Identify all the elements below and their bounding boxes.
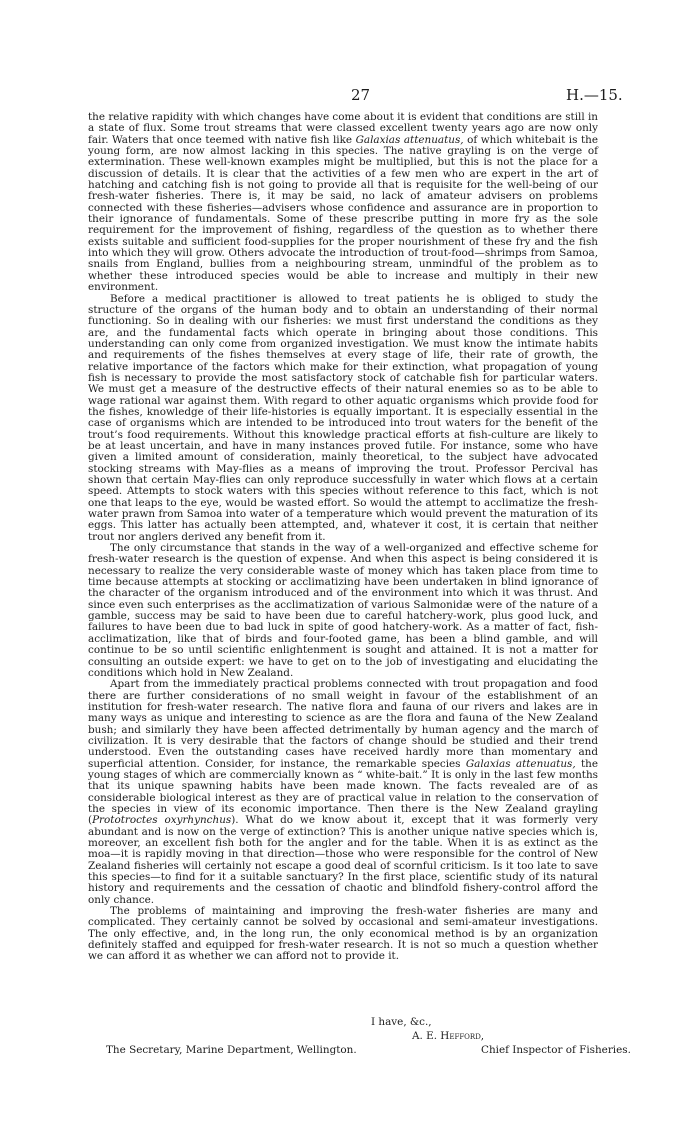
text-run: The problems of maintaining and improving the fresh-water fisheries are many and complicated. They certainly cannot be solved by occasional and semi-amateur investigations. The only effective, and, in the long run, the only economical method is by an organization definitely staffed and equipped for fresh-water research. It is not so much a question whether we can afford it as whether we can afford not to provide it. bbox=[88, 905, 598, 963]
text-run: The only circumstance that stands in the way of a well-organized and effective scheme for fresh-water research is the question of expense. And when this aspect is being considered it is necessary to realize the very considerable waste of money which has taken place from time to time because attempts at stocking or acclimatizing have been undertaken in blind ignorance of the character of the organism introduced and of the environment into which it was thrust. And since even such enterprises as the acclimatization of various Salmonidæ were of the nature of a gamble, success may be said to have been due to careful hatchery-work, plus good luck, and failures to have been due to bad luck in spite of good hatchery-work. As a matter of fact, fish-acclimatization, like that of birds and four-footed game, has been a blind gamble, and will continue to be so until scientific enlightenment is sought and attained. It is not a matter for consulting an outside expert: we have to get on to the job of investigating and elucidating the conditions which hold in New Zealand. bbox=[88, 542, 598, 679]
signatory-name: A. E. Hefford, bbox=[412, 1030, 485, 1042]
paragraph-4 bbox=[88, 679, 598, 906]
species-name: Prototroctes oxyrhynchus bbox=[92, 814, 232, 827]
text-run: the relative rapidity with which changes have come about it is evident that conditions are still in a state of flux. Some trout streams that were classed excellent twenty years ago are now only fair. Waters that once teemed with native fish like bbox=[88, 111, 598, 146]
body-text bbox=[88, 112, 598, 963]
text-run: ). What do we know about it, except that it was formerly very abundant and is now on the verge of extinction? This is another unique native species which is, moreover, an excellent fish both for the angler and for the table. When it is as extinct as the moa—it is rapidly moving in that direction—those who were responsible for the control of New Zealand fisheries will certainly not escape a good deal of scornful criticism. Is it too late to save this species—to find for it a suitable sanctuary? In the first place, scientific study of its natural history and requirements and the cessation of chaotic and blindfold fishery-control afford the only chance. bbox=[88, 814, 598, 906]
page-header bbox=[0, 86, 700, 106]
species-name: Galaxias attenuatus, bbox=[465, 757, 576, 770]
report-code: H.—15. bbox=[566, 86, 623, 104]
closing-line: I have, &c., bbox=[371, 1016, 432, 1028]
signatory-title: Chief Inspector of Fisheries. bbox=[481, 1044, 631, 1056]
paragraph-3 bbox=[88, 543, 598, 679]
text-run: of which whitebait is the young form, are now almost lacking in this species. The native grayling is on the verge of extermination. These well-known examples might be multiplied, but this is not the place for a discussion of details. It is clear that the activities of a few men who are expert in the art of hatching and catching fish is not going to provide all that is requisite for the well-being of our fresh-water fisheries. There is, it may be said, no lack of amateur advisers on problems connected with these fisheries—advisers whose confidence and assurance are in proportion to their ignorance of fundamentals. Some of these prescribe putting in more fry as the sole requirement for the improvement of fishing, regardless of the question as to whether there exists suitable and sufficient food-supplies for the proper nourishment of these fry and the fish into which they will grow. Others advocate the introduction of trout-food—shrimps from Samoa, snails from England, bullies from a neighbouring stream, unmindful of the problem as to whether these introduced species would be able to increase and multiply in their new environment. bbox=[88, 133, 598, 294]
addressee: The Secretary, Marine Department, Wellington. bbox=[106, 1044, 357, 1056]
text-run: the young stages of which are commercially known as “ white-bait.” It is only in the last few months that its unique spawning habits have been made known. The facts revealed are of as considerable biological interest as they are of practical value in relation to the conservation of the species in view of its economic importance. Then there is the New Zealand grayling ( bbox=[88, 757, 598, 827]
species-name: Galaxias attenuatus, bbox=[355, 133, 464, 146]
text-run: Before a medical practitioner is allowed to treat patients he is obliged to study the structure of the organs of the human body and to obtain an understanding of their normal functioning. So in dealing with our fisheries: we must first understand the conditions as they are, and the fundamental facts which operate in bringing about those conditions. This understanding can only come from organized investigation. We must know the intimate habits and requirements of the fishes themselves at every stage of life, their rate of growth, the relative importance of the factors which make for their extinction, what propagation of young fish is necessary to provide the most satisfactory stock of catchable fish for particular waters. We must get a measure of the destructive effects of their natural enemies so as to be able to wage rational war against them. With regard to other aquatic organisms which provide food for the fishes, knowledge of their life-histories is equally important. It is especially essential in the case of organisms which are intended to be introduced into trout waters for the benefit of the trout’s food requirements. Without this knowledge practical efforts at fish-culture are likely to be at least uncertain, and have in many instances proved futile. For instance, some who have given a limited amount of consideration, mainly theoretical, to the subject have advocated stocking streams with May-flies as a means of improving the trout. Professor Percival has shown that certain May-flies can only reproduce successfully in water which flows at a certain speed. Attempts to stock waters with this species without reference to this fact, which is not one that leaps to the eye, would be wasted effort. So would the attempt to acclimatize the fresh-water prawn from Samoa into water of a temperature which would prevent the maturation of its eggs. This latter has actually been attempted, and, whatever it cost, it is certain that neither trout nor anglers derived any benefit from it. bbox=[88, 292, 598, 543]
text-run: Apart from the immediately practical problems connected with trout propagation and food there are further considerations of no small weight in favour of the establishment of an institution for fresh-water research. The native flora and fauna of our rivers and lakes are in many ways as unique and interesting to science as are the flora and fauna of the New Zealand bush; and similarly they have been affected detrimentally by human agency and the march of civilization. It is very desirable that the factors of change should be studied and their trend understood. Even the outstanding cases have received hardly more than momentary and superficial attention. Consider, for instance, the remarkable species bbox=[88, 678, 598, 770]
paragraph-2 bbox=[88, 294, 598, 544]
page-number: 27 bbox=[351, 86, 371, 104]
paragraph-1 bbox=[88, 112, 598, 294]
paragraph-5 bbox=[88, 906, 598, 963]
